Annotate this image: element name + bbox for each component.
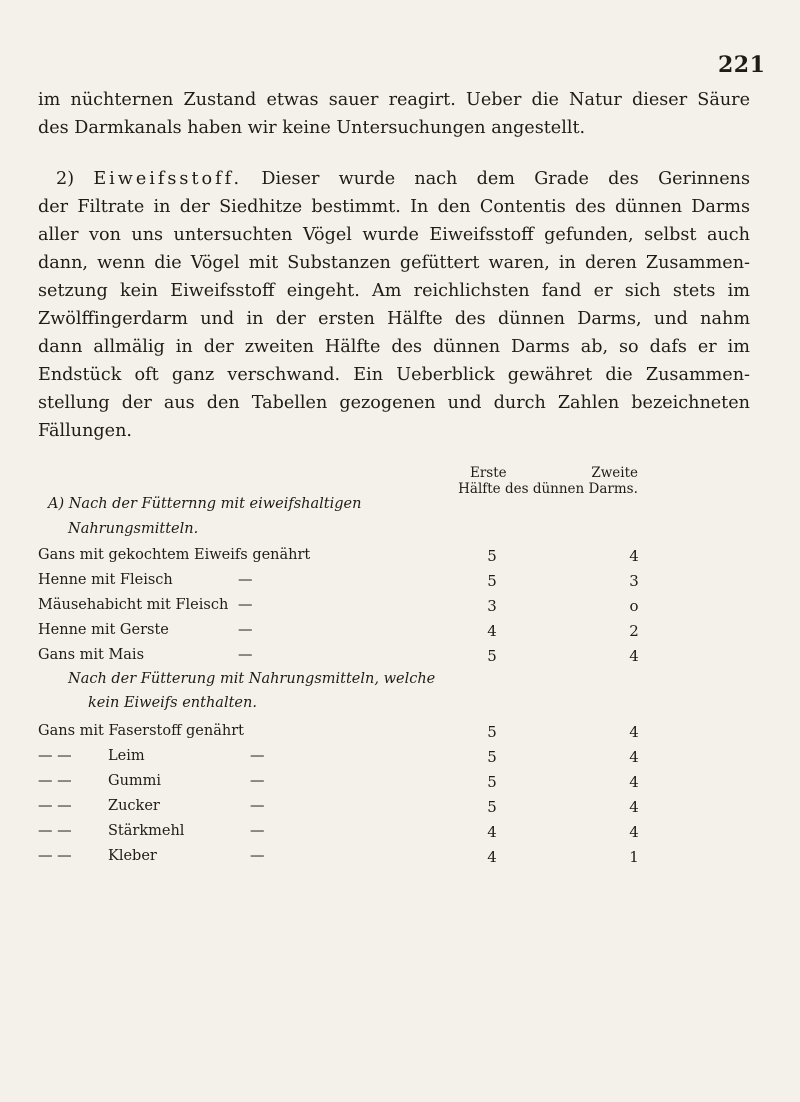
ditto-mark: — — <box>38 773 72 789</box>
ditto-mark: — — <box>38 748 72 764</box>
ditto-dash: — <box>238 622 253 638</box>
table-row <box>38 773 738 797</box>
ditto-dash: — <box>250 848 265 864</box>
value-second-half: 1 <box>629 848 639 866</box>
value-second-half: 3 <box>629 572 639 590</box>
value-first-half: 5 <box>487 773 497 791</box>
table-row <box>38 723 738 747</box>
row-label <box>38 798 160 814</box>
table-row <box>38 823 738 847</box>
row-label-text: Zucker <box>108 798 160 814</box>
column-header-second: Zweite <box>591 465 638 481</box>
section-b-subtitle: kein Eiweifs enthalten. <box>88 695 257 711</box>
value-second-half: 4 <box>629 547 639 565</box>
paragraph-2-first-line <box>38 165 750 193</box>
ditto-dash: — <box>238 597 253 613</box>
paragraph-2 <box>38 165 750 445</box>
table-row <box>38 848 738 872</box>
value-second-half: o <box>629 597 639 615</box>
table-row <box>38 572 738 596</box>
ditto-mark: — — <box>38 823 72 839</box>
section-a-title: A) Nach der Fütternng mit eiweifshaltigen <box>48 496 362 512</box>
section-a-subtitle: Nahrungsmitteln. <box>68 521 199 537</box>
value-first-half: 3 <box>487 597 497 615</box>
value-second-half: 4 <box>629 647 639 665</box>
row-label-text: Kleber <box>108 848 157 864</box>
text-line: im nüchternen Zustand etwas sauer reagirt. Ueber die Natur dieser Säure <box>38 90 750 110</box>
row-label-text: Stärkmehl <box>108 823 185 839</box>
value-first-half: 4 <box>487 823 497 841</box>
section-number: 2) <box>56 169 75 189</box>
ditto-dash: — <box>250 748 265 764</box>
row-label <box>38 823 184 839</box>
text-line: Zwölffingerdarm und in der ersten Hälfte des dünnen Darms, und nahm <box>38 309 750 329</box>
text-line: dann, wenn die Vögel mit Substanzen gefüttert waren, in deren Zusammen- <box>38 253 750 273</box>
row-label-text: Leim <box>108 748 145 764</box>
text-line-rest: Dieser wurde nach dem Grade des Gerinnens <box>261 169 751 189</box>
value-first-half: 5 <box>487 647 497 665</box>
value-first-half: 4 <box>487 848 497 866</box>
row-label: Gans mit gekochtem Eiweifs genährt <box>38 547 311 563</box>
value-first-half: 5 <box>487 748 497 766</box>
table-row <box>38 798 738 822</box>
text-line: dann allmälig in der zweiten Hälfte des dünnen Darms ab, so dafs er im <box>38 337 750 357</box>
table-row <box>38 748 738 772</box>
ditto-mark: — — <box>38 798 72 814</box>
ditto-mark: — — <box>38 848 72 864</box>
table-row <box>38 622 738 646</box>
value-first-half: 5 <box>487 723 497 741</box>
ditto-dash: — <box>250 773 265 789</box>
value-second-half: 4 <box>629 723 639 741</box>
row-label: Mäusehabicht mit Fleisch <box>38 597 229 613</box>
ditto-dash: — <box>238 647 253 663</box>
column-header-first: Erste <box>470 465 507 481</box>
value-second-half: 4 <box>629 823 639 841</box>
value-first-half: 5 <box>487 547 497 565</box>
value-second-half: 4 <box>629 748 639 766</box>
text-line: setzung kein Eiweifsstoff eingeht. Am reichlichsten fand er sich stets im <box>38 281 750 301</box>
value-second-half: 4 <box>629 773 639 791</box>
row-label-text: Gummi <box>108 773 162 789</box>
value-first-half: 4 <box>487 622 497 640</box>
text-line: stellung der aus den Tabellen gezogenen und durch Zahlen bezeichneten <box>38 393 750 413</box>
column-header-subtitle: Hälfte des dünnen Darms. <box>458 481 638 497</box>
text-line: Endstück oft ganz verschwand. Ein Ueberblick gewähret die Zusammen- <box>38 365 750 385</box>
row-label <box>38 748 145 764</box>
ditto-dash: — <box>250 798 265 814</box>
row-label: Henne mit Gerste <box>38 622 169 638</box>
value-first-half: 5 <box>487 572 497 590</box>
table-row <box>38 647 738 671</box>
text-line: des Darmkanals haben wir keine Untersuchungen angestellt. <box>38 118 586 138</box>
paragraph-1 <box>38 86 750 142</box>
row-label: Gans mit Faserstoff genährt <box>38 723 244 739</box>
value-first-half: 5 <box>487 798 497 816</box>
text-line: Fällungen. <box>38 421 133 441</box>
table-row <box>38 547 738 571</box>
row-label: Gans mit Mais <box>38 647 145 663</box>
page-number: 221 <box>718 52 766 78</box>
table-column-header <box>448 465 648 497</box>
text-line: aller von uns untersuchten Vögel wurde Eiweifsstoff gefunden, selbst auch <box>38 225 750 245</box>
section-heading: Eiweifsstoff. <box>93 169 243 189</box>
ditto-dash: — <box>238 572 253 588</box>
text-line: der Filtrate in der Siedhitze bestimmt. In den Contentis des dünnen Darms <box>38 197 750 217</box>
row-label: Henne mit Fleisch <box>38 572 173 588</box>
table-row <box>38 597 738 621</box>
value-second-half: 4 <box>629 798 639 816</box>
ditto-dash: — <box>250 823 265 839</box>
row-label <box>38 773 161 789</box>
row-label <box>38 848 157 864</box>
value-second-half: 2 <box>629 622 639 640</box>
section-b-title: Nach der Fütterung mit Nahrungsmitteln, welche <box>68 671 436 687</box>
